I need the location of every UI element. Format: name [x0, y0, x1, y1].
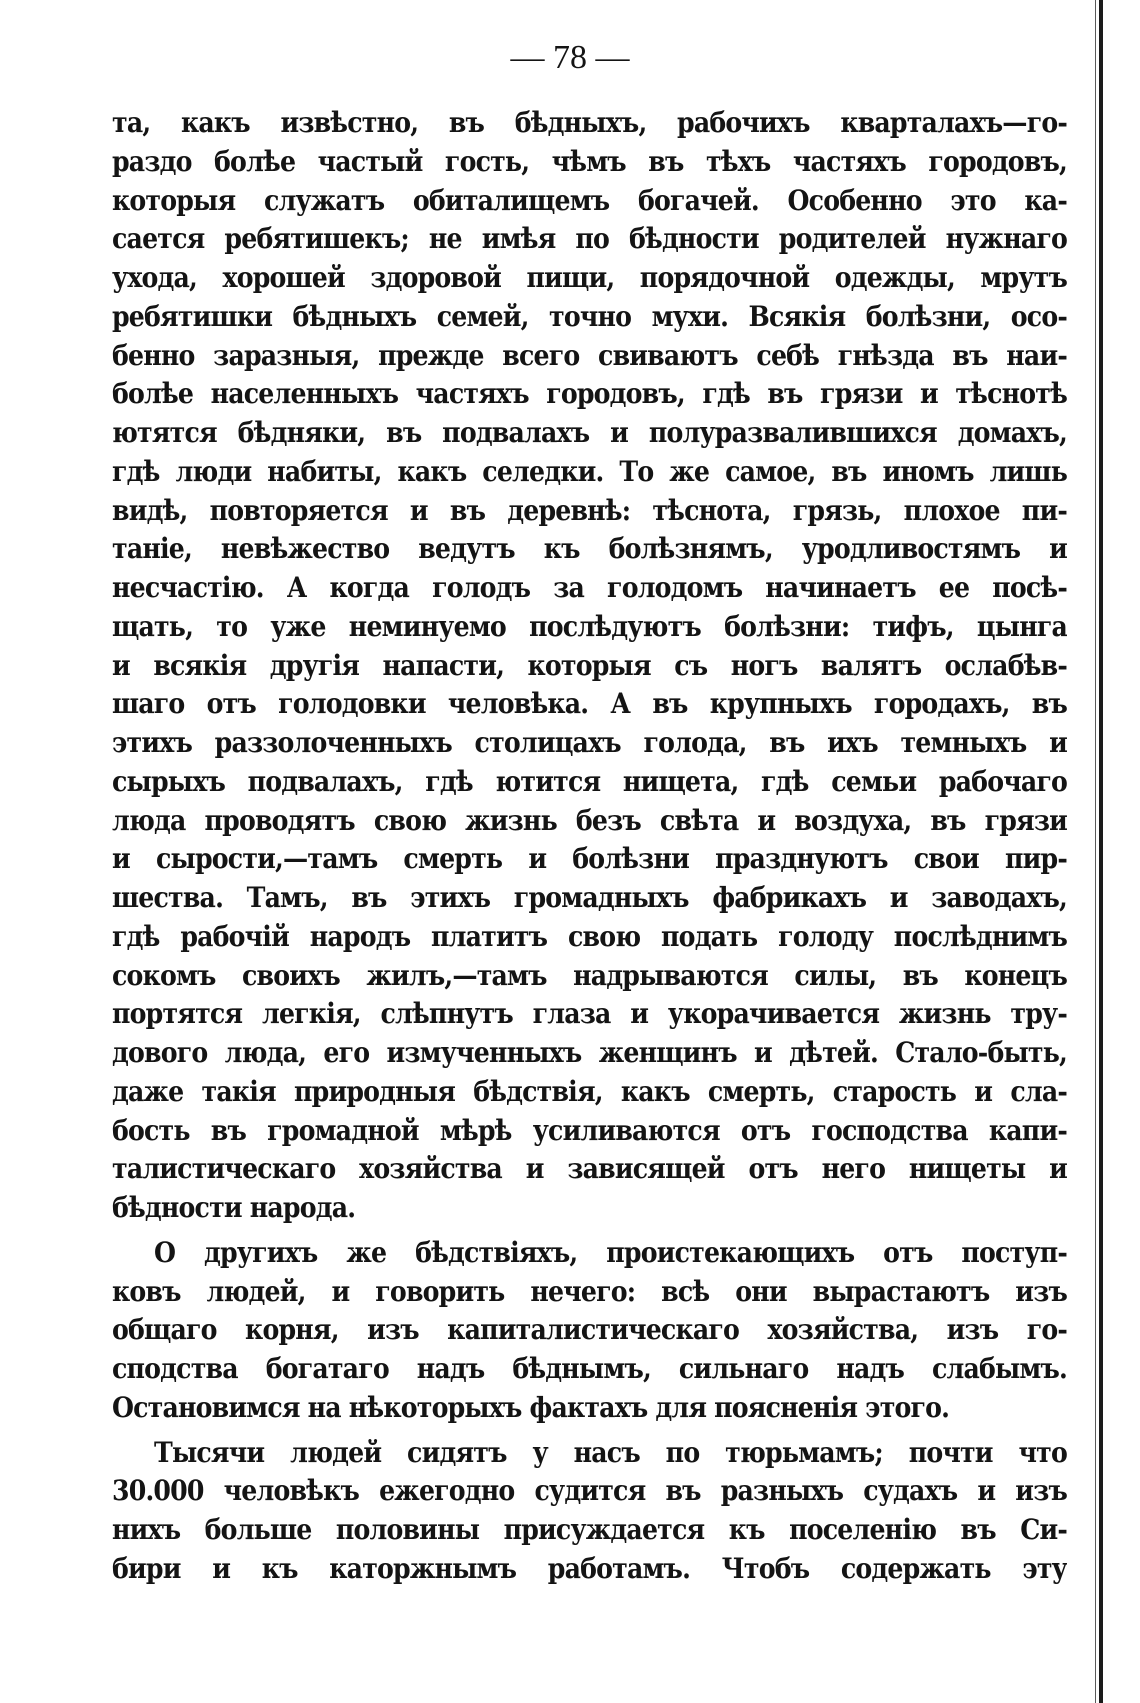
text-line: бѣдности народа. [112, 1191, 356, 1224]
text-line: сырыхъ подвалахъ, гдѣ ютится нищета, гдѣ семьи рабочаго [112, 764, 1067, 798]
text-line: шества. Тамъ, въ этихъ громадныхъ фабрикахъ и заводахъ, [112, 881, 1067, 914]
paragraph [112, 1234, 1067, 1428]
text-line: талистическаго хозяйства и зависящей отъ него нищеты и [112, 1152, 1067, 1186]
text-line: щать, то уже неминуемо послѣдуютъ болѣзни: тифъ, цынга [112, 609, 1067, 643]
text-line: и сырости,—тамъ смерть и болѣзни празднуютъ свои пир- [112, 842, 1067, 876]
text-line: сподства богатаго надъ бѣднымъ, сильнаго надъ слабымъ. [112, 1352, 1067, 1385]
text-line: дового люда, его измученныхъ женщинъ и дѣтей. Стало-быть, [112, 1036, 1067, 1069]
text-line: бенно заразныя, прежде всего свиваютъ себѣ гнѣзда въ наи- [112, 338, 1067, 372]
text-line: которыя служатъ обиталищемъ богачей. Особенно это ка- [112, 183, 1067, 217]
text-line: общаго корня, изъ капиталистическаго хозяйства, изъ го- [112, 1313, 1067, 1347]
text-line: ковъ людей, и говорить нечего: всѣ они вырастаютъ изъ [112, 1274, 1067, 1308]
text-line: люда проводятъ свою жизнь безъ свѣта и воздуха, въ грязи [112, 803, 1067, 837]
text-line: видѣ, повторяется и въ деревнѣ: тѣснота, грязь, плохое пи- [112, 493, 1067, 527]
paragraph [112, 104, 1067, 1228]
page-number: — 78 — [510, 39, 630, 76]
body-text [112, 104, 1067, 1589]
text-line: раздо болѣе частый гость, чѣмъ въ тѣхъ частяхъ городовъ, [112, 144, 1067, 178]
text-line: 30.000 человѣкъ ежегодно судится въ разныхъ судахъ и изъ [112, 1474, 1067, 1508]
paragraph [112, 1434, 1067, 1589]
text-line: шаго отъ голодовки человѣка. А въ крупныхъ городахъ, въ [112, 687, 1067, 721]
page-edge-line [1095, 0, 1096, 1703]
text-line: ухода, хорошей здоровой пищи, порядочной одежды, мрутъ [112, 261, 1067, 294]
text-line: ребятишки бѣдныхъ семей, точно мухи. Всякія болѣзни, осо- [112, 299, 1067, 333]
text-line: несчастію. А когда голодъ за голодомъ начинаетъ ее посѣ- [112, 571, 1067, 604]
text-line: гдѣ рабочій народъ платитъ свою подать голоду послѣднимъ [112, 919, 1067, 953]
text-line: Остановимся на нѣкоторыхъ фактахъ для поясненія этого. [112, 1390, 950, 1424]
text-line: этихъ раззолоченныхъ столицахъ голода, въ ихъ темныхъ и [112, 726, 1067, 759]
text-line: гдѣ люди набиты, какъ селедки. То же самое, въ иномъ лишь [112, 454, 1067, 488]
text-line: и всякія другія напасти, которыя съ ногъ валятъ ослабѣв- [112, 648, 1067, 682]
text-line: сокомъ своихъ жилъ,—тамъ надрываются силы, въ конецъ [112, 958, 1067, 992]
text-line: ютятся бѣдняки, въ подвалахъ и полуразвалившихся домахъ, [112, 416, 1067, 449]
text-line: болѣе населенныхъ частяхъ городовъ, гдѣ въ грязи и тѣснотѣ [112, 377, 1067, 411]
text-line: бири и къ каторжнымъ работамъ. Чтобъ содержать эту [112, 1551, 1067, 1585]
text-line: сается ребятишекъ; не имѣя по бѣдности родителей нужнаго [112, 222, 1067, 256]
text-line: бость въ громадной мѣрѣ усиливаются отъ господства капи- [112, 1113, 1067, 1147]
text-line: портятся легкія, слѣпнутъ глаза и укорачивается жизнь тру- [112, 997, 1067, 1031]
text-line: О другихъ же бѣдствіяхъ, проистекающихъ отъ поступ- [154, 1235, 1067, 1269]
text-line: та, какъ извѣстно, въ бѣдныхъ, рабочихъ кварталахъ—го- [112, 106, 1067, 139]
page-edge-border [1099, 0, 1103, 1703]
text-line: нихъ больше половины присуждается къ поселенію въ Си- [112, 1513, 1067, 1546]
text-line: Тысячи людей сидятъ у насъ по тюрьмамъ; почти что [154, 1435, 1067, 1469]
text-line: таніе, невѣжество ведутъ къ болѣзнямъ, уродливостямъ и [112, 532, 1067, 566]
text-line: даже такія природныя бѣдствія, какъ смерть, старость и сла- [112, 1074, 1067, 1108]
